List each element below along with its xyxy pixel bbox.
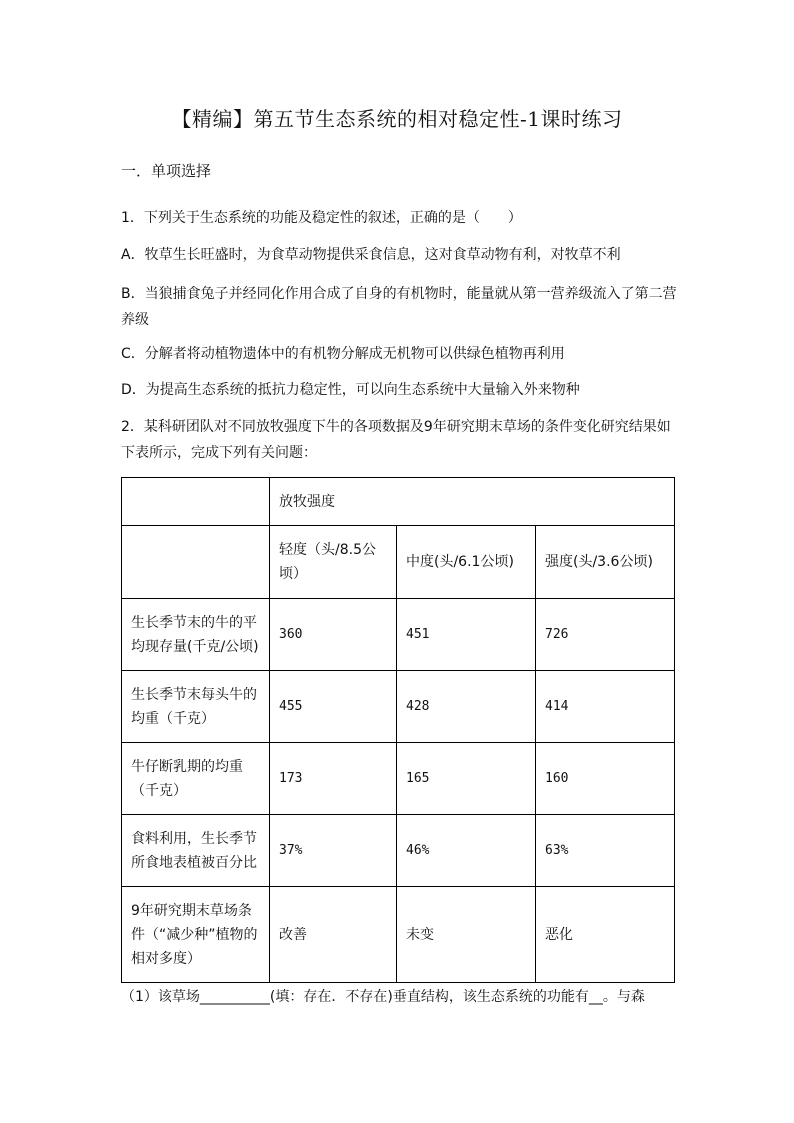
document-title: 【精编】第五节生态系统的相对稳定性-1课时练习 xyxy=(171,107,623,131)
cell-value: 63% xyxy=(536,815,675,887)
table-corner-cell xyxy=(122,478,270,526)
row-label: 生长季节末每头牛的均重（千克） xyxy=(122,671,270,743)
question-1-stem: 1．下列关于生态系统的功能及稳定性的叙述，正确的是（ ） xyxy=(121,210,522,226)
section-heading: 一．单项选择 xyxy=(121,162,212,180)
cell-value: 恶化 xyxy=(536,887,675,983)
col-header-heavy: 强度(头/3.6公顷) xyxy=(536,526,675,599)
row-label: 生长季节末的牛的平均现存量(千克/公顷) xyxy=(122,599,270,671)
question-2-subquestion-1: （1）该草场__________(填：存在．不存在)垂直结构，该生态系统的功能有__。与森 xyxy=(121,989,645,1005)
row-label: 牛仔断乳期的均重（千克） xyxy=(122,743,270,815)
row-label: 食料利用，生长季节所食地表植被百分比 xyxy=(122,815,270,887)
grazing-data-table xyxy=(121,477,675,983)
table-row xyxy=(122,815,675,887)
row-label: 9年研究期末草场条件（“减少种”植物的相对多度） xyxy=(122,887,270,983)
question-2-stem: 2．某科研团队对不同放牧强度下牛的各项数据及9年研究期末草场的条件变化研究结果如下表所示，完成下列有关问题： xyxy=(121,419,671,461)
cell-value: 455 xyxy=(270,671,397,743)
table-row xyxy=(122,887,675,983)
cell-value: 451 xyxy=(397,599,536,671)
cell-value: 173 xyxy=(270,743,397,815)
table-subheader-row xyxy=(122,526,675,599)
cell-value: 37% xyxy=(270,815,397,887)
cell-value: 160 xyxy=(536,743,675,815)
cell-value: 改善 xyxy=(270,887,397,983)
cell-value: 360 xyxy=(270,599,397,671)
cell-value: 46% xyxy=(397,815,536,887)
col-header-medium: 中度(头/6.1公顷) xyxy=(397,526,536,599)
table-row xyxy=(122,671,675,743)
col-header-light: 轻度（头/8.5公顷） xyxy=(270,526,397,599)
cell-value: 414 xyxy=(536,671,675,743)
cell-value: 428 xyxy=(397,671,536,743)
question-1-option-d: D．为提高生态系统的抵抗力稳定性，可以向生态系统中大量输入外来物种 xyxy=(121,382,580,398)
question-1-option-c: C．分解者将动植物遗体中的有机物分解成无机物可以供绿色植物再利用 xyxy=(121,346,565,362)
cell-value: 726 xyxy=(536,599,675,671)
table-corner-cell xyxy=(122,526,270,599)
cell-value: 165 xyxy=(397,743,536,815)
grazing-intensity-header: 放牧强度 xyxy=(270,478,675,526)
table-header-row xyxy=(122,478,675,526)
question-1-option-b: B．当狼捕食兔子并经同化作用合成了自身的有机物时，能量就从第一营养级流入了第二营养级 xyxy=(121,286,677,328)
table-row xyxy=(122,743,675,815)
table-row xyxy=(122,599,675,671)
cell-value: 未变 xyxy=(397,887,536,983)
question-1-option-a: A．牧草生长旺盛时，为食草动物提供采食信息，这对食草动物有利，对牧草不利 xyxy=(121,247,621,263)
